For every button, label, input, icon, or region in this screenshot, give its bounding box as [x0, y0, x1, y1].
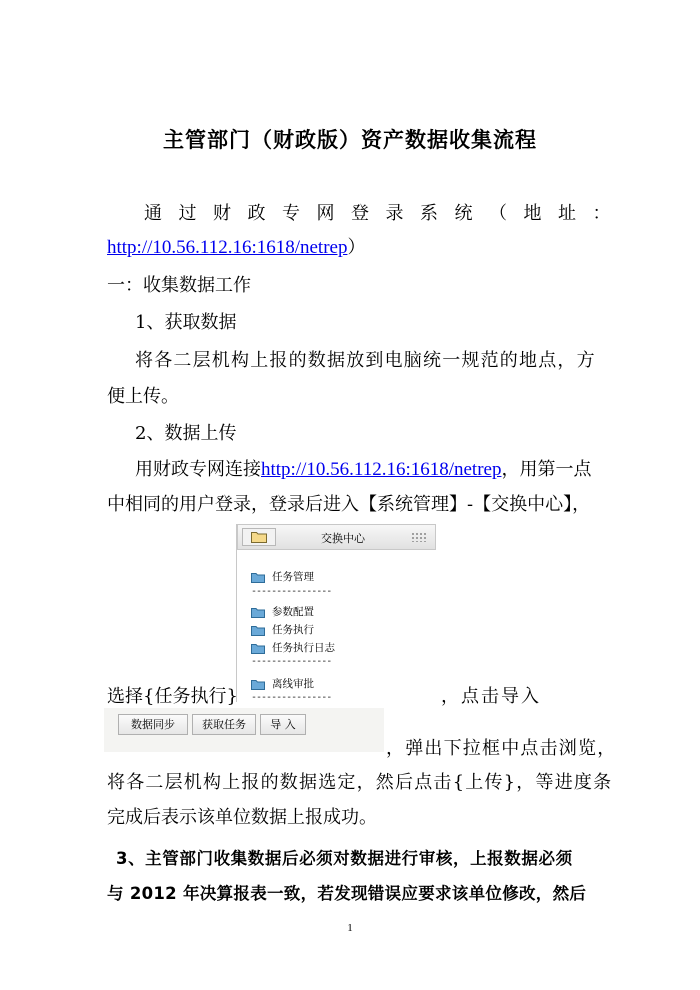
panel-header — [237, 524, 436, 550]
step-2-line-1-suffix: ，用第一点 — [501, 459, 592, 480]
menu-separator: ---------------- — [251, 586, 332, 597]
step-1-line-1: 将各二层机构上报的数据放到电脑统一规范的地点，方 — [135, 350, 596, 371]
menu-separator: ---------------- — [251, 656, 332, 667]
menu-item-label: 离线审批 — [272, 678, 314, 690]
menu-item-parameter-config[interactable] — [251, 604, 314, 619]
step-2-line-5: 将各二层机构上报的数据选定，然后点击{上传}，等进度条 — [107, 772, 613, 793]
step-2-line-3-prefix: 选择{任务执行} — [107, 686, 238, 707]
menu-item-task-execution[interactable] — [251, 622, 314, 637]
exchange-center-panel — [236, 524, 437, 702]
step-2-line-4: ，弹出下拉框中点击浏览， — [386, 738, 617, 759]
step-3-line-2: 与 2012 年决算报表一致，若发现错误应要求该单位修改，然后 — [107, 884, 587, 903]
step-2-line-2: 中相同的用户登录，登录后进入【系统管理】-【交换中心】， — [107, 494, 591, 515]
upload-address-link[interactable]: http://10.56.112.16:1618/netrep — [261, 459, 502, 480]
step-2-line-1 — [135, 458, 591, 482]
folder-icon — [251, 643, 265, 654]
fetch-task-button[interactable]: 获取任务 — [192, 714, 256, 735]
system-address-link[interactable]: http://10.56.112.16:1618/netrep — [107, 237, 348, 258]
intro-line-1: 通过财政专网登录系统（地址： — [144, 203, 627, 224]
data-sync-button[interactable]: 数据同步 — [118, 714, 188, 735]
folder-icon — [251, 625, 265, 636]
folder-icon — [251, 607, 265, 618]
panel-title: 交换中心 — [321, 532, 365, 545]
intro-close-paren: ） — [347, 237, 366, 258]
menu-item-label: 任务执行 — [272, 624, 314, 636]
page-number: 1 — [347, 922, 353, 934]
menu-item-label: 参数配置 — [272, 606, 314, 618]
step-1-heading: 1、获取数据 — [135, 312, 237, 333]
menu-separator: ---------------- — [251, 692, 332, 702]
menu-item-task-execution-log[interactable] — [251, 640, 335, 655]
folder-icon — [251, 679, 265, 690]
step-2-line-3-suffix: ，点击导入 — [441, 686, 541, 707]
import-button[interactable]: 导 入 — [260, 714, 306, 735]
step-3-line-1: 3、主管部门收集数据后必须对数据进行审核，上报数据必须 — [116, 849, 573, 868]
step-2-line-1-prefix: 用财政专网连接 — [135, 459, 261, 480]
menu-item-label: 任务管理 — [272, 571, 314, 583]
menu-item-offline-approval[interactable] — [251, 676, 314, 691]
menu-item-task-management[interactable] — [251, 569, 314, 584]
grip-icon — [411, 532, 427, 542]
folder-icon — [251, 531, 267, 543]
folder-icon — [251, 572, 265, 583]
import-toolbar — [104, 708, 384, 752]
step-2-line-6: 完成后表示该单位数据上报成功。 — [107, 807, 377, 828]
document-title: 主管部门（财政版）资产数据收集流程 — [163, 128, 537, 152]
step-2-heading: 2、数据上传 — [135, 423, 237, 444]
intro-line-2 — [107, 236, 365, 260]
panel-folder-button[interactable] — [242, 528, 276, 546]
menu-item-label: 任务执行日志 — [272, 642, 335, 654]
step-1-line-2: 便上传。 — [107, 386, 179, 407]
section-1-heading: 一：收集数据工作 — [107, 275, 251, 296]
